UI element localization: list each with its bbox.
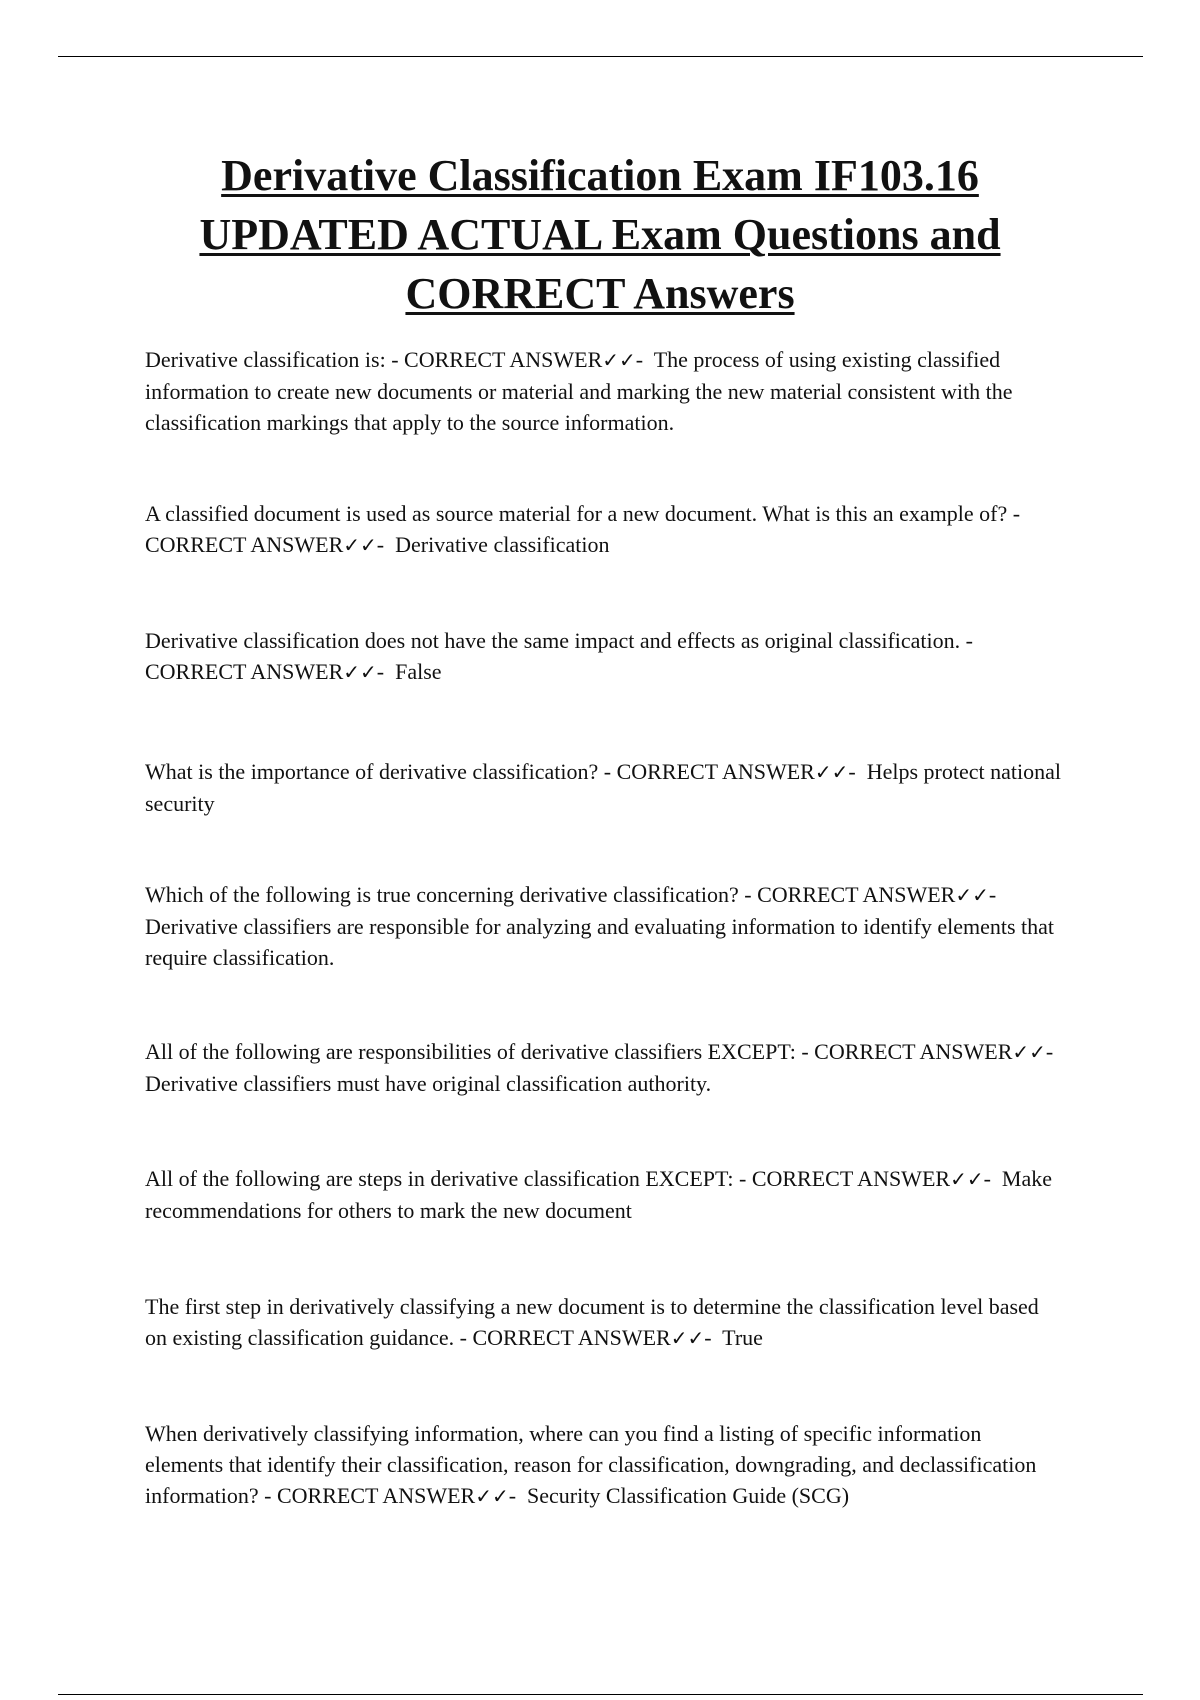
check-icon: ✓✓ — [1012, 1040, 1046, 1064]
answer-marker: - CORRECT ANSWER — [391, 347, 603, 372]
check-icon: ✓✓ — [955, 883, 989, 907]
answer-marker: - CORRECT ANSWER — [145, 501, 1021, 557]
qa-item-8 — [145, 1291, 1065, 1354]
question-text: Derivative classification is: — [145, 347, 386, 372]
answer-text: Derivative classification — [395, 532, 610, 557]
qa-item-4 — [145, 756, 1065, 819]
question-text: Which of the following is true concerning derivative classification? — [145, 882, 739, 907]
check-icon: ✓✓ — [814, 760, 849, 784]
answer-text: Security Classification Guide (SCG) — [527, 1483, 850, 1508]
top-divider — [58, 56, 1143, 57]
answer-marker: - CORRECT ANSWER — [739, 1166, 951, 1191]
check-icon: ✓✓ — [343, 533, 377, 557]
title-line-2: UPDATED ACTUAL Exam Questions and — [199, 210, 1001, 259]
answer-separator: - — [376, 659, 385, 684]
answer-separator: - — [988, 882, 997, 907]
answer-separator: - — [635, 347, 644, 372]
title-line-3: CORRECT Answers — [405, 269, 795, 318]
qa-item-5 — [145, 879, 1065, 973]
check-icon: ✓✓ — [475, 1484, 509, 1508]
question-text: All of the following are responsibilities of derivative classifiers EXCEPT: — [145, 1039, 796, 1064]
title-line-1: Derivative Classification Exam IF103.16 — [221, 151, 979, 200]
qa-item-2 — [145, 498, 1065, 561]
qa-item-3 — [145, 625, 1065, 688]
answer-marker: - CORRECT ANSWER — [264, 1483, 476, 1508]
page-title — [60, 146, 1140, 323]
qa-item-1 — [145, 344, 1065, 438]
answer-marker: - CORRECT ANSWER — [459, 1325, 671, 1350]
question-text: All of the following are steps in derivative classification EXCEPT: — [145, 1166, 734, 1191]
answer-marker: - CORRECT ANSWER — [744, 882, 956, 907]
question-text: What is the importance of derivative classification? — [145, 759, 599, 784]
answer-separator: - — [508, 1483, 517, 1508]
answer-marker: - CORRECT ANSWER — [801, 1039, 1013, 1064]
qa-item-6 — [145, 1036, 1065, 1099]
answer-marker: - CORRECT ANSWER — [603, 759, 815, 784]
answer-separator: - — [376, 532, 385, 557]
check-icon: ✓✓ — [670, 1326, 705, 1350]
question-text: The first step in derivatively classifying a new document is to determine the classification level based on existing classification guidance. — [145, 1294, 1039, 1350]
answer-separator: - — [704, 1325, 712, 1350]
qa-item-7 — [145, 1163, 1065, 1226]
check-icon: ✓✓ — [343, 660, 377, 684]
answer-text: Make recommendations for others to mark the new document — [145, 1166, 1052, 1223]
answer-separator: - — [848, 759, 856, 784]
answer-marker: - CORRECT ANSWER — [145, 628, 973, 684]
answer-text: Helps protect national security — [145, 759, 1061, 816]
answer-separator: - — [983, 1166, 991, 1191]
bottom-divider — [58, 1694, 1143, 1695]
check-icon: ✓✓ — [602, 348, 636, 372]
answer-text: True — [722, 1325, 763, 1350]
qa-item-9 — [145, 1418, 1065, 1512]
answer-text: Derivative classifiers are responsible for analyzing and evaluating information to identify elements that require classification. — [145, 914, 1055, 970]
question-text: A classified document is used as source material for a new document. What is this an example of? — [145, 501, 1008, 526]
question-text: Derivative classification does not have the same impact and effects as original classification. — [145, 628, 961, 653]
question-text: When derivatively classifying information, where can you find a listing of specific information elements that identify their classification, reason for classification, downgrading, and declassification information? — [145, 1421, 1037, 1508]
answer-text: The process of using existing classified information to create new documents or material and marking the new material consistent with the classification markings that apply to the source information. — [145, 347, 1013, 435]
answer-text: Derivative classifiers must have original classification authority. — [145, 1071, 712, 1096]
check-icon: ✓✓ — [950, 1167, 984, 1191]
answer-text: False — [395, 659, 442, 684]
answer-separator: - — [1045, 1039, 1054, 1064]
